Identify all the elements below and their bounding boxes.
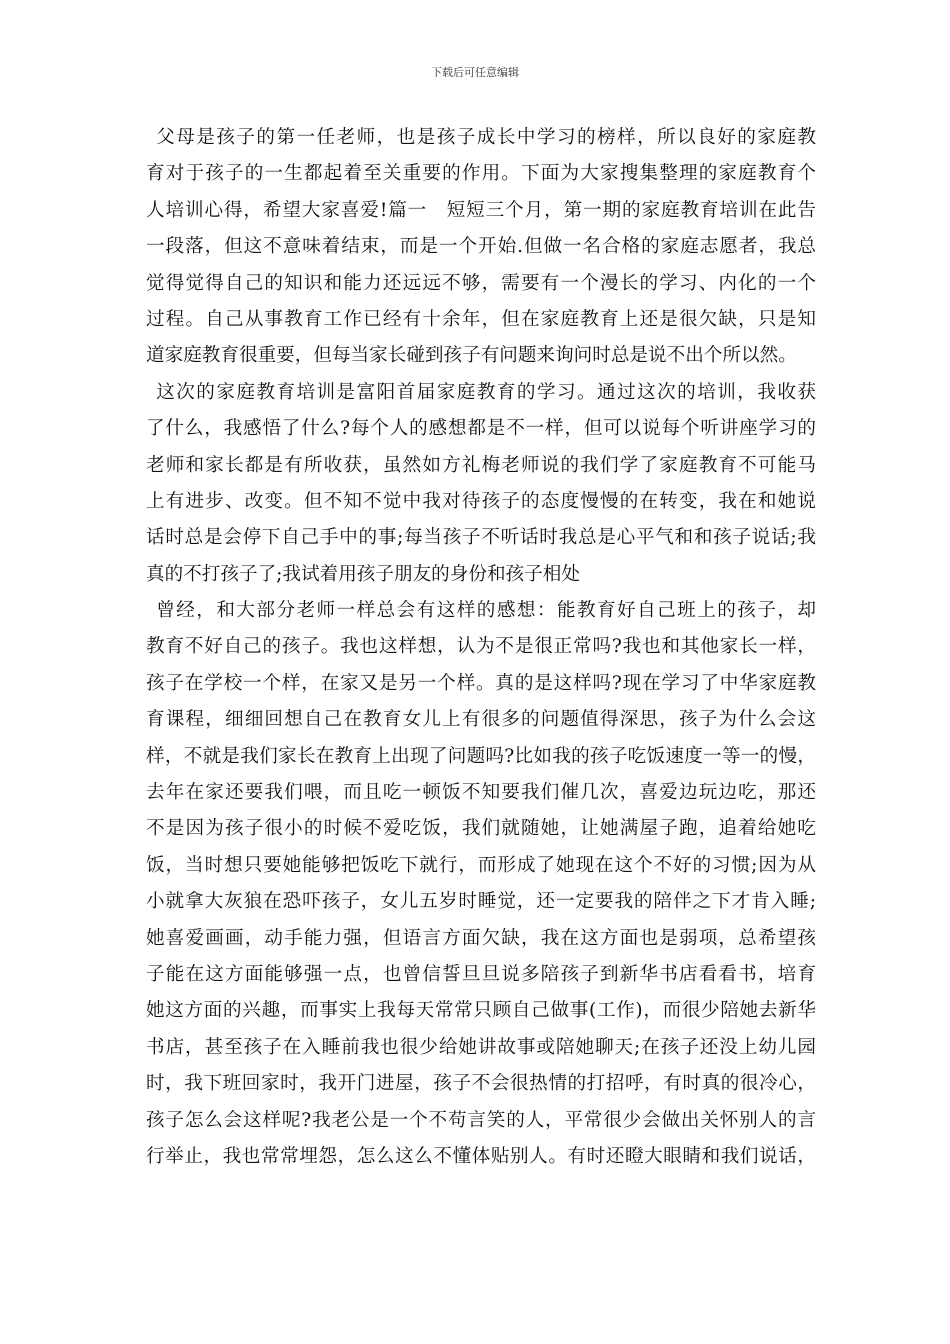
paragraph: [146, 375, 816, 593]
text-line: 饭，当时想只要她能够把饭吃下就行，而形成了她现在这个不好的习惯;因为从: [146, 854, 816, 876]
text-line: 道家庭教育很重要，但每当家长碰到孩子有问题来询问时总是说不出个所以然。: [146, 345, 797, 367]
document-body: [146, 120, 816, 1175]
paragraph: [146, 593, 816, 1175]
text-line: 孩子怎么会这样呢?我老公是一个不苟言笑的人，平常很少会做出关怀别人的言: [146, 1109, 816, 1131]
text-line: 父母是孩子的第一任老师，也是孩子成长中学习的榜样，所以良好的家庭教: [156, 127, 816, 148]
text-line: 觉得觉得自己的知识和能力还远远不够，需要有一个漫长的学习、内化的一个: [146, 272, 816, 294]
text-line: 子能在这方面能够强一点，也曾信誓旦旦说多陪孩子到新华书店看看书，培育: [146, 963, 816, 985]
text-line: 过程。自己从事教育工作已经有十余年，但在家庭教育上还是很欠缺，只是知: [146, 308, 816, 330]
text-line: 育课程，细细回想自己在教育女儿上有很多的问题值得深思，孩子为什么会这: [146, 709, 816, 731]
text-line: 行举止，我也常常埋怨，怎么这么不懂体贴别人。有时还瞪大眼睛和我们说话，: [146, 1145, 816, 1167]
text-line: 不是因为孩子很小的时候不爱吃饭，我们就随她，让她满屋子跑，追着给她吃: [146, 818, 816, 840]
text-line: 一段落，但这不意味着结束，而是一个开始.但做一名合格的家庭志愿者，我总: [146, 236, 816, 258]
text-line: 话时总是会停下自己手中的事;每当孩子不听话时我总是心平气和和孩子说话;我: [146, 527, 816, 549]
text-line: 曾经，和大部分老师一样总会有这样的感想：能教育好自己班上的孩子，却: [156, 600, 816, 622]
text-line: 时，我下班回家时，我开门进屋，孩子不会很热情的打招呼，有时真的很冷心，: [146, 1073, 816, 1095]
text-line: 她喜爱画画，动手能力强，但语言方面欠缺，我在这方面也是弱项，总希望孩: [146, 927, 816, 949]
text-line: 去年在家还要我们喂，而且吃一顿饭不知要我们催几次，喜爱边玩边吃，那还: [146, 782, 816, 804]
text-line: 她这方面的兴趣，而事实上我每天常常只顾自己做事(工作)，而很少陪她去新华: [146, 1000, 816, 1022]
page-header: 下载后可任意编辑: [431, 66, 519, 79]
text-line: 教育不好自己的孩子。我也这样想，认为不是很正常吗?我也和其他家长一样，: [146, 636, 816, 658]
text-line: 小就拿大灰狼在恐吓孩子，女儿五岁时睡觉，还一定要我的陪伴之下才肯入睡;: [146, 891, 816, 913]
paragraph: [146, 120, 816, 375]
text-line: 了什么，我感悟了什么?每个人的感想都是不一样，但可以说每个听讲座学习的: [146, 418, 816, 440]
text-line: 上有进步、改变。但不知不觉中我对待孩子的态度慢慢的在转变，我在和她说: [146, 490, 816, 512]
text-line: 这次的家庭教育培训是富阳首届家庭教育的学习。通过这次的培训，我收获: [156, 381, 816, 403]
text-line: 人培训心得，希望大家喜爱!篇一 短短三个月，第一期的家庭教育培训在此告: [146, 199, 816, 221]
text-line: 书店，甚至孩子在入睡前我也很少给她讲故事或陪她聊天;在孩子还没上幼儿园: [146, 1036, 816, 1058]
text-line: 孩子在学校一个样，在家又是另一个样。真的是这样吗?现在学习了中华家庭教: [146, 672, 816, 694]
text-line: 样，不就是我们家长在教育上出现了问题吗?比如我的孩子吃饭速度一等一的慢，: [146, 745, 816, 767]
text-line: 育对于孩子的一生都起着至关重要的作用。下面为大家搜集整理的家庭教育个: [146, 163, 816, 185]
text-line: 老师和家长都是有所收获，虽然如方礼梅老师说的我们学了家庭教育不可能马: [146, 454, 816, 476]
text-line: 真的不打孩子了;我试着用孩子朋友的身份和孩子相处: [146, 563, 580, 585]
